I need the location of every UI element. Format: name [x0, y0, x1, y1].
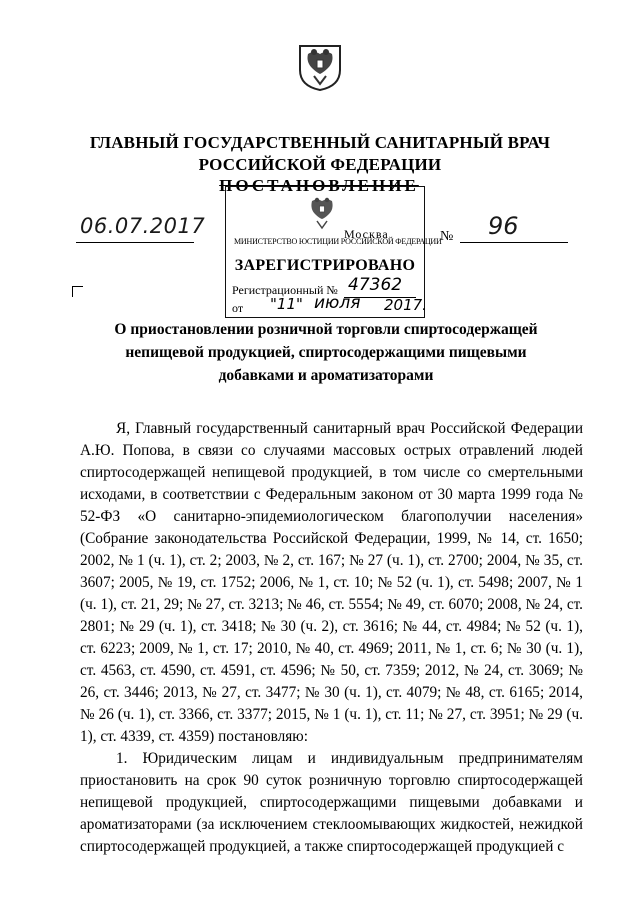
issuer-title-line1: ГЛАВНЫЙ ГОСУДАРСТВЕННЫЙ САНИТАРНЫЙ ВРАЧ [89, 133, 551, 152]
decree-body [80, 418, 583, 858]
stamp-registered: ЗАРЕГИСТРИРОВАНО [234, 257, 416, 274]
stamp-reg-number: 47362 [348, 275, 403, 295]
decree-subject: О приостановлении розничной торговли спиртосодержащей непищевой продукцией, спиртосодержащими пищевыми добавками и ароматизаторами [114, 321, 538, 384]
stamp-ministry: МИНИСТЕРСТВО ЮСТИЦИИ РОССИЙСКОЙ ФЕДЕРАЦИИ [234, 237, 442, 246]
stamp-date-prefix: от [232, 301, 244, 315]
title-corner-mark [72, 286, 83, 297]
number-label: № [440, 229, 454, 244]
number-underline [460, 242, 568, 243]
issuer-title-line2: РОССИЙСКОЙ ФЕДЕРАЦИИ [198, 155, 442, 174]
stamp-date-day: "11" [270, 295, 303, 313]
date-underline [76, 242, 194, 243]
stamp-emblem-icon [305, 195, 339, 231]
body-paragraph-preamble: Я, Главный государственный санитарный врач Российской Федерации А.Ю. Попова, в связи со случаями массовых острых отравлений людей спиртосодержащей непищевой продукцией, в том числе со смертельными исходами, в соответствии с Федеральным законом от 30 марта 1999 года № 52-ФЗ «О санитарно-эпидемиологическом благополучии населения» (Собрание законодательства Российской Федерации, 1999, № 14, ст. 1650; 2002, № 1 (ч. 1), ст. 2; 2003, № 2, ст. 167; № 27 (ч. 1), ст. 2700; 2004, № 35, ст. 3607; 2005, № 19, ст. 1752; 2006, № 1, ст. 10; № 52 (ч. 1), ст. 5498; 2007, № 1 (ч. 1), ст. 21, 29; № 27, ст. 3213; № 46, ст. 5554; № 49, ст. 6070; 2008, № 24, ст. 2801; № 29 (ч. 1), ст. 3418; № 30 (ч. 2), ст. 3616; № 44, ст. 4984; № 52 (ч. 1), ст. 6223; 2009, № 1, ст. 17; 2010, № 40, ст. 4969; 2011, № 1, ст. 6; № 30 (ч. 1), ст. 4563, ст. 4590, ст. 4591, ст. 4596; № 50, ст. 7359; 2012, № 24, ст. 3069; № 26, ст. 3446; 2013, № 27, ст. 3477; № 30 (ч. 1), ст. 4079; № 48, ст. 6165; 2014, № 26 (ч. 1), ст. 3366, ст. 3377; 2015, № 1 (ч. 1), ст. 11; № 27, ст. 3951; № 29 (ч. 1), ст. 4339, ст. 4359) постановляю: [80, 420, 583, 745]
document-type: ПОСТАНОВЛЕНИЕ [219, 176, 419, 195]
body-paragraph-item-1: 1. Юридическим лицам и индивидуальным предпринимателям приостановить на срок 90 суток розничную торговлю спиртосодержащей непищевой продукцией, спиртосодержащими пищевыми добавками и ароматизаторами (за исключением стеклоомывающих жидкостей, нежидкой спиртосодержащей продукцией, а также спиртосодержащей продукцией с [80, 750, 583, 855]
coat-of-arms-icon [296, 40, 344, 92]
stamp-date-month: июля [314, 293, 361, 313]
registration-stamp [225, 186, 442, 318]
decree-number: 96 [488, 212, 519, 240]
stamp-city: Москва [344, 227, 389, 241]
decree-date: 06.07.2017 [80, 214, 206, 238]
stamp-date-year: 2017. [384, 296, 427, 314]
stamp-reg-number-label: Регистрационный № [232, 283, 338, 297]
